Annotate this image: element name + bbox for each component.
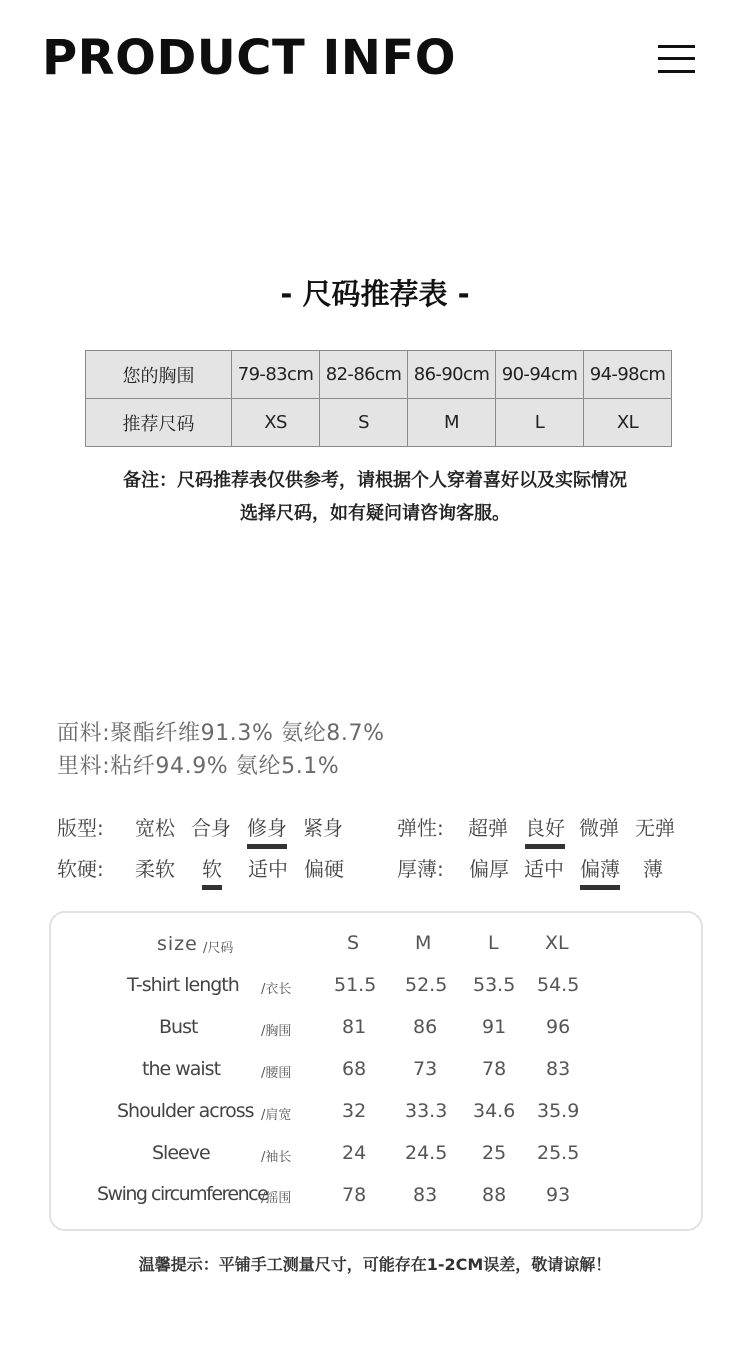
size-value: 54.5 [537,974,580,996]
size-value: 86 [413,1016,438,1038]
attr-option-selected: 修身 [247,812,287,841]
size-row-unit: /肩宽 [261,1108,292,1123]
size-row-unit: /袖长 [261,1150,292,1165]
size-chart [49,911,703,1231]
size-value: 81 [342,1016,367,1038]
attr-option: 合身 [191,816,231,840]
size-row-label: Bust [159,1016,198,1038]
table-cell: XL [584,399,672,447]
size-value: 32 [342,1100,367,1122]
table-cell: L [496,399,584,447]
size-value: 68 [342,1058,367,1080]
fabric-lining: 里料:粘纤94.9% 氨纶5.1% [57,754,340,779]
attr-option: 超弹 [468,816,508,840]
table-cell: S [320,399,408,447]
attr-label-fit: 版型: [57,816,104,840]
attr-label-softness: 软硬: [57,857,104,881]
fabric-outer: 面料:聚酯纤维91.3% 氨纶8.7% [57,721,385,746]
attr-label-thickness: 厚薄: [397,857,444,881]
attr-option-selected: 偏薄 [580,853,620,882]
size-row-label: Swing circumference [97,1183,268,1205]
size-row-unit: /摇围 [261,1191,292,1206]
size-value: 78 [482,1058,507,1080]
size-column-header: XL [545,932,569,954]
size-header-unit: /尺码 [203,941,234,956]
size-value: 25.5 [537,1142,580,1164]
size-column-header: L [488,932,499,954]
size-value: 53.5 [473,974,516,996]
size-column-header: S [347,932,360,954]
size-row-unit: /腰围 [261,1066,292,1081]
attr-option: 微弹 [579,816,619,840]
attr-option: 偏硬 [304,857,344,881]
note-line: 选择尺码，如有疑问请咨询客服。 [240,503,510,524]
table-row [86,351,672,399]
size-value: 52.5 [405,974,448,996]
size-value: 24.5 [405,1142,448,1164]
attr-option: 薄 [643,857,663,881]
table-cell: 90-94cm [496,351,584,399]
table-cell: 86-90cm [408,351,496,399]
size-header-label: size [157,933,198,955]
size-row-label: Sleeve [152,1142,210,1164]
table-row [86,399,672,447]
size-row-unit: /衣长 [261,982,292,997]
size-value: 88 [482,1184,507,1206]
size-value: 33.3 [405,1100,448,1122]
attr-option: 紧身 [303,816,343,840]
size-row-label: the waist [142,1058,221,1080]
size-value: 51.5 [334,974,377,996]
hamburger-menu-icon[interactable] [658,44,695,76]
size-column-header: M [415,932,432,954]
recommendation-note [0,464,750,530]
size-value: 35.9 [537,1100,580,1122]
note-line: 备注：尺码推荐表仅供参考，请根据个人穿着喜好以及实际情况 [123,470,627,491]
size-row-unit: /胸围 [261,1024,292,1039]
size-recommendation-title: - 尺码推荐表 - [280,277,470,311]
attr-option: 偏厚 [469,857,509,881]
size-value: 78 [342,1184,367,1206]
size-value: 83 [546,1058,571,1080]
attr-label-elasticity: 弹性: [397,816,444,840]
size-recommendation-table [85,350,672,447]
attribute-row-softness-thickness [0,853,750,883]
size-row-label: Shoulder across [117,1100,254,1122]
attribute-row-fit-elasticity [0,812,750,842]
attr-option: 柔软 [135,857,175,881]
table-cell: XS [232,399,320,447]
size-value: 93 [546,1184,571,1206]
attr-option: 宽松 [135,816,175,840]
table-cell: M [408,399,496,447]
size-value: 25 [482,1142,507,1164]
size-value: 34.6 [473,1100,516,1122]
size-value: 73 [413,1058,438,1080]
measurement-tip: 温馨提示：平铺手工测量尺寸，可能存在1-2CM误差，敬请谅解！ [138,1255,612,1274]
size-value: 91 [482,1016,507,1038]
size-row-label: T-shirt length [127,974,239,996]
attr-option: 无弹 [635,816,675,840]
page-title: PRODUCT INFO [42,30,457,86]
table-cell: 94-98cm [584,351,672,399]
attr-option: 适中 [524,857,564,881]
size-value: 24 [342,1142,367,1164]
row-label-size: 推荐尺码 [86,399,232,447]
row-label-bust: 您的胸围 [86,351,232,399]
table-cell: 79-83cm [232,351,320,399]
attr-option: 适中 [248,857,288,881]
table-cell: 82-86cm [320,351,408,399]
attr-option-selected: 软 [202,853,222,882]
attr-option-selected: 良好 [525,812,565,841]
size-value: 83 [413,1184,438,1206]
size-value: 96 [546,1016,571,1038]
